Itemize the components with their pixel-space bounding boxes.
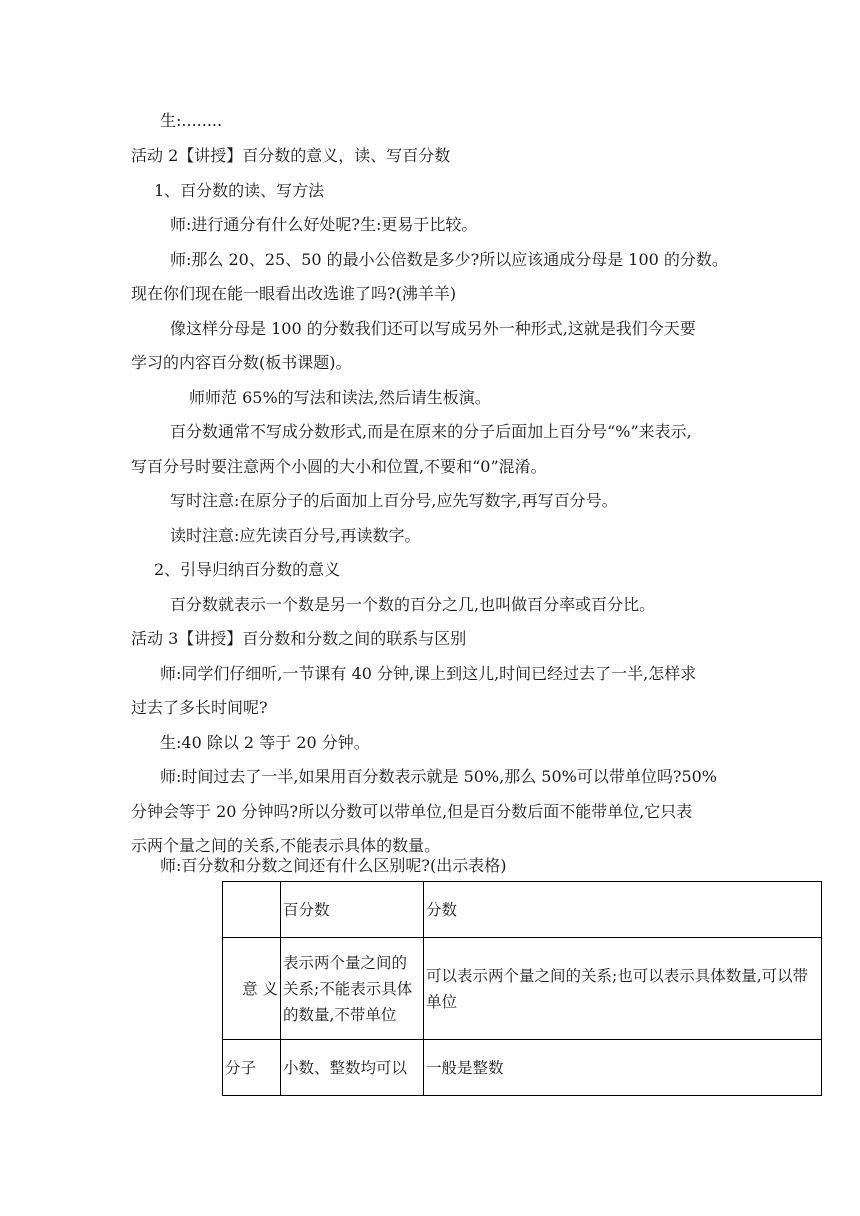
text-line: 师:那么 20、25、50 的最小公倍数是多少?所以应该通成分母是 100 的分数。 [170,250,728,269]
text-line: 师:百分数和分数之间还有什么区别呢?(出示表格) [160,856,507,875]
text-line: 分钟会等于 20 分钟吗?所以分数可以带单位,但是百分数后面不能带单位,它只表 [131,802,693,821]
text-line: 读时注意:应先读百分号,再读数字。 [170,526,421,545]
comparison-table [222,881,822,1096]
text-line: 生:........ [160,111,223,130]
text-line: 百分数通常不写成分数形式,而是在原来的分子后面加上百分号“%”来表示, [170,422,692,441]
table-header-cell: 分数 [424,882,822,938]
text-line: 师:同学们仔细听,一节课有 40 分钟,课上到这儿,时间已经过去了一半,怎样求 [160,664,697,683]
text-line: 示两个量之间的关系,不能表示具体的数量。 [131,836,441,855]
activity-heading: 活动 2【讲授】百分数的意义，读、写百分数 [131,146,451,165]
table-cell: 可以表示两个量之间的关系;也可以表示具体数量,可以带单位 [424,938,822,1040]
text-line: 现在你们现在能一眼看出改选谁了吗?(沸羊羊) [131,284,457,303]
table-cell: 小数、整数均可以 [281,1040,424,1096]
table-cell: 一般是整数 [424,1040,822,1096]
row-label: 分子 [223,1040,281,1096]
text-line: 过去了多长时间呢? [131,698,268,717]
text-line: 师:时间过去了一半,如果用百分数表示就是 50%,那么 50%可以带单位吗?50% [160,767,718,786]
text-line: 学习的内容百分数(板书课题)。 [131,353,352,372]
text-line: 生:40 除以 2 等于 20 分钟。 [160,733,370,752]
text-line: 像这样分母是 100 的分数我们还可以写成另外一种形式,这就是我们今天要 [170,319,696,338]
activity-heading: 活动 3【讲授】百分数和分数之间的联系与区别 [131,629,467,648]
table-cell [223,882,281,938]
section-heading: 2、引导归纳百分数的意义 [154,560,341,579]
table-row [223,938,822,1040]
text-line: 百分数就表示一个数是另一个数的百分之几,也叫做百分率或百分比。 [170,595,656,614]
text-line: 写百分号时要注意两个小圆的大小和位置,不要和“0”混淆。 [131,457,547,476]
section-heading: 1、百分数的读、写方法 [154,181,325,200]
text-line: 师师范 65%的写法和读法,然后请生板演。 [189,388,491,407]
text-line: 写时注意:在原分子的后面加上百分号,应先写数字,再写百分号。 [170,491,618,510]
table-row [223,1040,822,1096]
table-cell: 表示两个量之间的关系;不能表示具体的数量,不带单位 [281,938,424,1040]
table-header-row [223,882,822,938]
row-label: 意 义 [223,938,281,1040]
text-line: 师:进行通分有什么好处呢?生:更易于比较。 [170,215,478,234]
table-header-cell: 百分数 [281,882,424,938]
